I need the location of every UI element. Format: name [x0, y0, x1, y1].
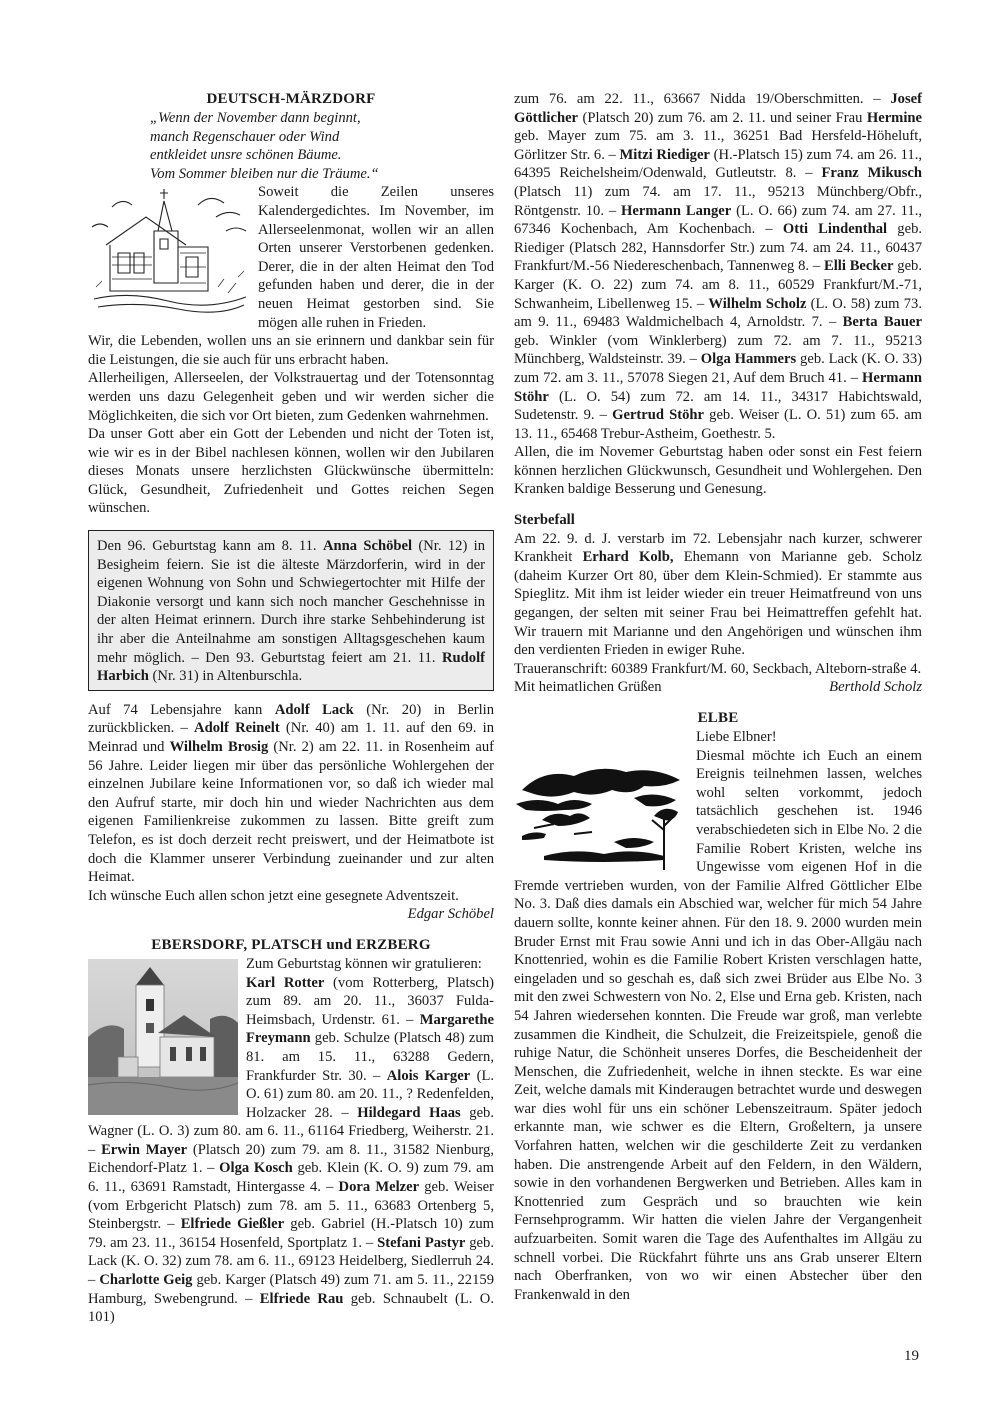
- closing-row: [514, 678, 922, 697]
- person-name: Margarethe Freymann: [246, 1011, 494, 1047]
- poem-line: entkleidet unsre schönen Bäume.: [150, 147, 342, 164]
- elbe-story: Diesmal möchte ich Euch an einem Ereignis teilnehmen lassen, welches wohl selten vorkommt, jedoch tatsächlich geschehen ist. 1946 verabschiedeten sich in Elbe No. 2 die Familie Robert Kristen, welche ins Ungewisse vom eigenen Hof in die Fremde vertrieben wurden, von der Familie Alfred Göttlicher Elbe No. 3. Daß dies damals ein Abschied war, welcher für mich 54 Jahre dauern sollte, konnte keiner ahnen. Für den 18. 9. 2000 wurden mein Bruder Ernst mit Frau sowie Anni und ich in das Ober-Allgäu nach Knottenried, wohin es die Familie Robert Kristen verschlagen hatte, eingeladen und so geschah es, daß sich zwei Brüder aus Elbe No. 3 mit den zwei Schwestern von No. 2, Else und Erna geb. Kristen, nach 54 Jahren wiedersehen konnten. Die Freude war groß, man verlebte zusammen die Kindheit, die Schulzeit, die Freizeitspiele, genoß die ruhige Natur, die Schönheit unseres Dorfes, die Bescheidenheit der Menschen, die Zufriedenheit, welche in ihnen steckte. Es war eine Zeit, welche damals mit Kinderaugen betrachtet wurde und deswegen war dies wohl für uns ein schöner Lebenszeitraum. Später jedoch erkannte man, wie schwer es die Eltern, Großeltern, ja unsere Vorfahren hatten, welchen wir die geschilderte Zeit zu verdanken haben. Die anstrengende Arbeit auf den Feldern, in den Wäldern, sowie in den vorhandenen Bergwerken und Betrieben. Alles kam in Knottenried zum Gespräch und so brauchten wie kein Fernsehprogramm. Wir hatten die vielen Jahre der Vergangenheit aufzuarbeiten. Somit waren die Tage des Aufenthaltes im Allgäu zu schnell vorbei. Die Rückfahrt führte uns ans Grab unserer Eltern nach Oberfranken, von wo wir einen Abstecher über den Frankenwald in den: [514, 747, 922, 1303]
- person-name: Anna Schöbel: [322, 538, 413, 555]
- person-name: Elfriede Rau: [259, 1290, 344, 1307]
- intro-paragraph: Soweit die Zeilen unseres Kalendergedichtes. Im November, im Allerseelenmonat, wollen wir an allen Orten unserer Verstorbenen gedenken. Derer, die in der alten Heimat den Tod gefunden haben und derer, die in der neuen Heimat gestorben sind. Sie mögen alle ruhen in Frieden.: [258, 184, 494, 331]
- person-name: Elfriede Gießler: [180, 1216, 285, 1233]
- section-title-ebersdorf: EBERSDORF, PLATSCH und ERZBERG: [151, 936, 431, 953]
- person-name: Wilhelm Scholz: [708, 295, 807, 312]
- person-name: Mitzi Riediger: [619, 146, 710, 163]
- person-name: Berta Bauer: [842, 314, 922, 331]
- person-name: Rudolf Harbich: [97, 649, 485, 685]
- poem: [150, 109, 494, 183]
- person-name: Wilhelm Brosig: [169, 739, 269, 755]
- person-name: Hermann Stöhr: [514, 369, 922, 405]
- person-name: Elli Becker: [823, 258, 894, 275]
- person-name: Gertrud Stöhr: [612, 407, 705, 424]
- person-name: Olga Kosch: [219, 1160, 293, 1177]
- person-name: Adolf Reinelt: [194, 720, 280, 737]
- paragraph: Ich wünsche Euch allen schon jetzt eine gesegnete Adventszeit.: [88, 887, 459, 904]
- right-column: [514, 90, 922, 1304]
- paragraph: Allen, die im Novemer Geburtstag haben oder sonst ein Fest feiern können herzlichen Glückwunsch, Gesundheit und Wohlergehen. Den Kranken baldige Besserung und Genesung.: [514, 444, 922, 498]
- church-photo: [88, 959, 238, 1115]
- page-number: 19: [904, 1348, 919, 1364]
- person-name: Hildegard Haas: [357, 1104, 461, 1121]
- author-signature: Berthold Scholz: [829, 679, 922, 696]
- person-name: Erhard Kolb,: [582, 549, 674, 566]
- person-name: Alois Karger: [386, 1067, 471, 1084]
- person-name: Charlotte Geig: [99, 1272, 193, 1289]
- person-name: Adolf Lack: [274, 701, 354, 718]
- birthday-list: zum 76. am 22. 11., 63667 Nidda 19/Oberschmitten. – Josef Göttlicher (Platsch 20) zum 76. am 2. 11. und seiner Frau Hermine geb. Mayer zum 75. am 3. 11., 36251 Bad Hersfeld-Höheluft, Görlitzer Str. 6. – Mitzi Riediger (H.-Platsch 15) zum 74. am 26. 11., 64395 Reichelsheim/Odenwald, Gutleutstr. 8. – Franz Mikusch (Platsch 11) zum 74. am 17. 11., 95213 Münchberg/Obfr., Röntgenstr. 10. – Hermann Langer (L. O. 66) zum 74. am 27. 11., 67346 Kochenbach, Am Kochenbach. – Otti Lindenthal geb. Riediger (Platsch 282, Hannsdorfer Str.) zum 74. am 24. 11., 60437 Frankfurt/M.-56 Niedereschenbach, Tannenweg 8. – Elli Becker geb. Karger (K. O. 22) zum 74. am 8. 11., 60529 Frankfurt/M.-71, Schwanheim, Libellenweg 15. – Wilhelm Scholz (L. O. 58) zum 73. am 9. 11., 69483 Waldmichelbach 4, Arnoldstr. 7. – Berta Bauer geb. Winkler (vom Winklerberg) zum 72. am 7. 11., 95213 Münchberg, Waldsteinstr. 39. – Olga Hammers geb. Lack (K. O. 33) zum 72. am 3. 11., 57078 Siegen 21, Auf dem Bruch 41. – Hermann Stöhr (L. O. 54) zum 72. am 14. 11., 34317 Habichtswald, Sudetenstr. 9. – Gertrud Stöhr geb. Weiser (L. O. 51) zum 65. am 13. 11., 65468 Trebur-Astheim, Goethestr. 5.: [514, 91, 923, 442]
- landscape-sketch: [514, 750, 690, 876]
- left-column: [88, 90, 494, 1327]
- sterbefall-heading: Sterbefall: [514, 512, 575, 529]
- poem-line: „Wenn der November dann beginnt,: [150, 110, 361, 126]
- paragraph: Da unser Gott aber ein Gott der Lebenden und nicht der Toten ist, wie wir es in der Bibel nachlesen können, wollen wir den Jubilaren dieses Monats unsere herzlichsten Glückwünsche übermitteln: Glück, Gesundheit, Zufriedenheit und Gottes reichen Segen wünschen.: [88, 426, 494, 517]
- poem-line: Vom Sommer bleiben nur die Träume.“: [150, 165, 379, 182]
- paragraph: Auf 74 Lebensjahre kann Adolf Lack (Nr. 20) in Berlin zurückblicken. – Adolf Reinelt (Nr. 40) am 1. 11. auf den 69. in Meinrad und Wilhelm Brosig (Nr. 2) am 22. 11. in Rosenheim auf 56 Jahre. Leider liegen mir über das persönliche Wohlergehen der einzelnen Jubilare keine Informationen vor, so daß ich wieder mal den Aufruf starte, mir doch hin und wieder Nachrichten aus dem eigenen Familienkreise zukommen zu lassen. Bitte greift zum Telefon, es ist doch derzeit recht preiswert, und der Heimatbote ist doch die Klammer unserer Verbindung zueinander und zur alten Heimat.: [88, 701, 494, 886]
- person-name: Hermann Langer: [621, 202, 732, 219]
- person-name: Olga Hammers: [700, 351, 797, 368]
- paragraph: Allerheiligen, Allerseelen, der Volkstrauertag und der Totensonntag werden uns dazu Gelegenheit geben und wir werden sicher die Möglichkeiten, die sich vor Ort bieten, zum Gedenken wahrnehmen.: [88, 370, 494, 424]
- person-name: Josef Göttlicher: [514, 91, 922, 126]
- author-signature: Edgar Schöbel: [407, 906, 494, 923]
- elbe-salutation: Liebe Elbner!: [696, 729, 777, 745]
- obituary-paragraph: Am 22. 9. d. J. verstarb im 72. Lebensjahr nach kurzer, schwerer Krankheit Erhard Kolb, Ehemann von Marianne geb. Scholz (daheim Kurzer Ort 80, über dem Klein-Schmied). Er stammte aus Spieglitz. Mit ihm ist leider wieder ein treuer Heimatfreund von uns gegangen, der selten mit seiner Frau bei Heimattreffen gefehlt hat. Wir trauern mit Marianne und den Angehörigen und wünschen ihm den verdienten Frieden in ewiger Ruhe.: [514, 530, 922, 659]
- paragraph: Wir, die Lebenden, wollen uns an sie erinnern und dankbar sein für die Leistungen, die sie auch für uns erbracht haben.: [88, 333, 494, 368]
- highlight-box: Den 96. Geburtstag kann am 8. 11. Anna Schöbel (Nr. 12) in Besigheim feiern. Sie ist die älteste Märzdorferin, wird in der eigenen Wohnung von Sohn und Schwiegertochter mit Hilfe der Diakonie versorgt und kann sich noch mancher Geschehnisse in der alten Heimat erinnern. Durch ihre starke Sehbehinderung ist ihr aber die Anteilnahme am sonstigen Alltagsgeschehen kaum mehr möglich. – Den 93. Geburtstag feiert am 21. 11. Rudolf Harbich (Nr. 31) in Altenburschla.: [88, 530, 494, 691]
- paragraph: Zum Geburtstag können wir gratulieren: Karl Rotter (vom Rotterberg, Platsch) zum 89. am 20. 11., 36037 Fulda-Heimsbach, Urdenstr. 61. – Margarethe Freymann geb. Schulze (Platsch 48) zum 81. am 15. 11., 63288 Gedern, Frankfurder Str. 30. – Alois Karger (L. O. 61) zum 80. am 20. 11., ? Redenfelden, Holzacker 28. – Hildegard Haas geb. Wagner (L. O. 3) zum 80. am 6. 11., 61164 Friedberg, Weiherstr. 21. – Erwin Mayer (Platsch 20) zum 79. am 8. 11., 31582 Nienburg, Eichendorf-Platz 1. – Olga Kosch geb. Klein (K. O. 9) zum 79. am 6. 11., 63691 Ramstadt, Hintergasse 4. – Dora Melzer geb. Weiser (vom Erbgericht Platsch) zum 78. am 5. 11., 63683 Ortenberg 5, Steinbergstr. – Elfriede Gießler geb. Gabriel (H.-Platsch 10) zum 79. am 23. 11., 36154 Hosenfeld, Sportplatz 1. – Stefani Pastyr geb. Lack (K. O. 32) zum 78. am 6. 11., 69123 Heidelberg, Siedlerruh 24. – Charlotte Geig geb. Karger (Platsch 49) zum 71. am 5. 11., 22159 Hamburg, Swebengrund. – Elfriede Rau geb. Schnaubelt (L. O. 101): [88, 955, 495, 1326]
- poem-line: manch Regenschauer oder Wind: [150, 128, 340, 145]
- person-name: Otti Lindenthal: [782, 221, 888, 238]
- person-name: Hermine: [866, 109, 922, 126]
- person-name: Dora Melzer: [338, 1179, 420, 1196]
- person-name: Erwin Mayer: [101, 1141, 188, 1158]
- mourning-address: Traueranschrift: 60389 Frankfurt/M. 60, Seckbach, Alteborn-straße 4.: [514, 660, 922, 677]
- closing-greeting: Mit heimatlichen Grüßen: [514, 679, 662, 696]
- village-church-sketch: [88, 187, 250, 315]
- person-name: Stefani Pastyr: [377, 1234, 466, 1251]
- person-name: Franz Mikusch: [821, 165, 923, 182]
- person-name: Karl Rotter: [246, 974, 325, 991]
- section-title-deutsch-maerzdorf: DEUTSCH-MÄRZDORF: [206, 91, 376, 107]
- section-title-elbe: ELBE: [697, 710, 739, 726]
